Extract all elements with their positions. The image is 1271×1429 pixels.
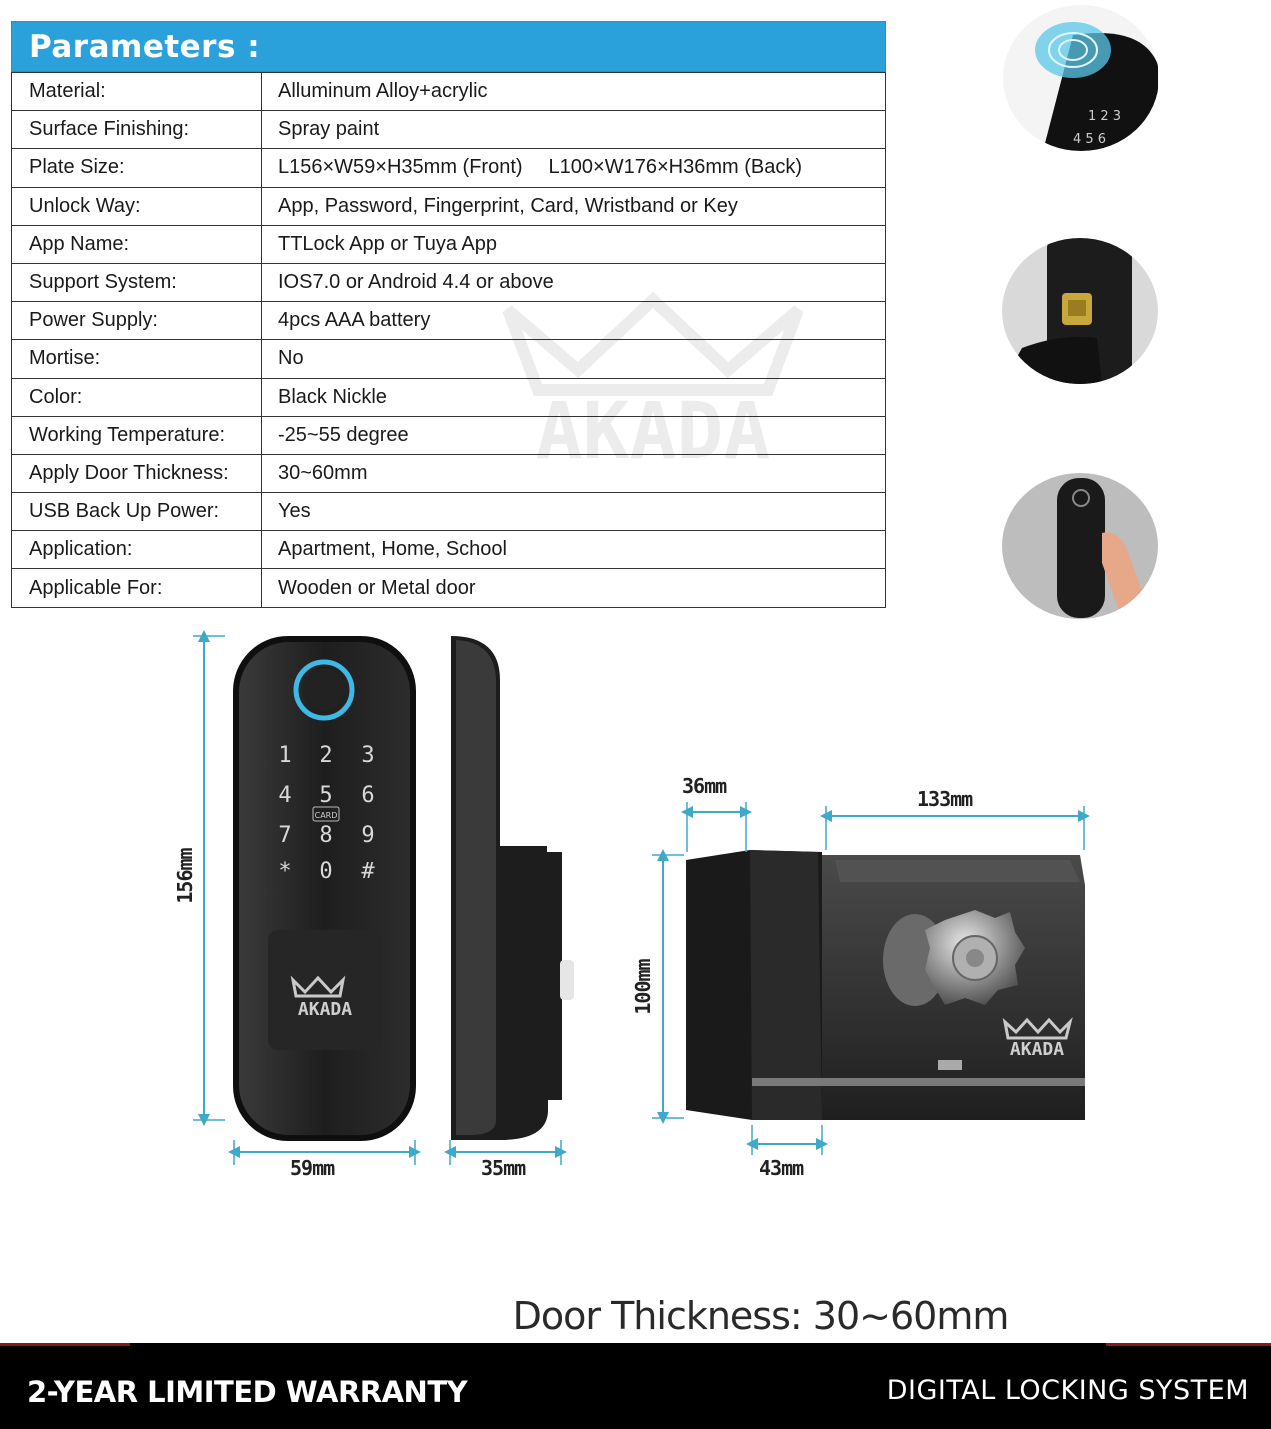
keypad-key: 2: [319, 743, 333, 768]
spec-value: [262, 187, 886, 225]
card-reader-label: CARD: [314, 811, 338, 820]
spec-label: Color:: [12, 378, 262, 416]
spec-value-text: -25~55 degree: [278, 423, 409, 446]
spec-label: App Name:: [12, 225, 262, 263]
spec-label: Applicable For:: [12, 569, 262, 607]
back-lock-box: [686, 850, 1085, 1120]
spec-value-text: Black Nickle: [278, 385, 387, 408]
footer-accent-right: [1106, 1343, 1271, 1346]
spec-value: [262, 73, 886, 111]
door-thickness-heading: [0, 1294, 1271, 1338]
system-text: DIGITAL LOCKING SYSTEM: [886, 1375, 1249, 1406]
spec-label: Application:: [12, 531, 262, 569]
spec-value-text: 30~60mm: [278, 461, 368, 484]
spec-label: Working Temperature:: [12, 416, 262, 454]
keypad-key: 5: [319, 783, 333, 808]
fingerprint-thumbnail: [1003, 5, 1159, 151]
spec-row: [12, 493, 886, 531]
keypad-key: 6: [361, 783, 375, 808]
spec-label: Mortise:: [12, 340, 262, 378]
spec-row: [12, 187, 886, 225]
spec-row: [12, 149, 886, 187]
spec-value-text: Alluminum Alloy+acrylic: [278, 80, 488, 103]
back-depth-label: 36mm: [682, 774, 727, 798]
spec-value-text: No: [278, 347, 304, 370]
keypad-key: 9: [361, 823, 375, 848]
front-height-label: 156mm: [173, 848, 197, 904]
front-brand-logo: AKADA: [297, 999, 353, 1020]
key-cylinder-thumbnail: [1002, 238, 1158, 384]
spec-label: Surface Finishing:: [12, 111, 262, 149]
spec-value-text: App, Password, Fingerprint, Card, Wristband or Key: [278, 194, 738, 217]
spec-label: Support System:: [12, 263, 262, 301]
spec-value-text: 4pcs AAA battery: [278, 309, 431, 332]
svg-text:4 5 6: 4 5 6: [1073, 132, 1107, 147]
spec-value-text: Wooden or Metal door: [278, 576, 476, 599]
spec-row: [12, 569, 886, 607]
spec-row: [12, 73, 886, 111]
keypad-key: 1: [278, 743, 292, 768]
footer-bar: [0, 1343, 1271, 1429]
spec-value-text: IOS7.0 or Android 4.4 or above: [278, 271, 554, 294]
keypad-key: *: [278, 859, 292, 884]
spec-value: [262, 111, 886, 149]
keypad-key: 7: [278, 823, 292, 848]
spec-label: Unlock Way:: [12, 187, 262, 225]
finger-touch-image: [1002, 473, 1158, 619]
door-thickness-text: Door Thickness: 30~60mm: [512, 1294, 1009, 1338]
keypad-key: 8: [319, 823, 333, 848]
spec-value: [262, 493, 886, 531]
spec-value-text: Spray paint: [278, 118, 380, 141]
spec-value-text-secondary: L100×W176×H36mm (Back): [548, 156, 802, 179]
watermark-text: AKADA: [535, 387, 771, 470]
spec-row: [12, 111, 886, 149]
warranty-text: 2-YEAR LIMITED WARRANTY: [27, 1375, 468, 1409]
keypad-key: 3: [361, 743, 375, 768]
spec-value-text: Apartment, Home, School: [278, 538, 507, 561]
keypad-key: #: [361, 859, 375, 884]
spec-label: Apply Door Thickness:: [12, 454, 262, 492]
front-width-label: 59mm: [290, 1156, 335, 1180]
spec-value: [262, 225, 886, 263]
spec-label: Material:: [12, 73, 262, 111]
svg-text:1 2 3: 1 2 3: [1088, 109, 1122, 124]
spec-value-text: L156×W59×H35mm (Front): [278, 156, 523, 179]
spec-label: USB Back Up Power:: [12, 493, 262, 531]
side-depth-label: 35mm: [481, 1156, 526, 1180]
spec-label: Power Supply:: [12, 302, 262, 340]
keypad-key: 4: [278, 783, 292, 808]
spec-value: [262, 569, 886, 607]
spec-label: Plate Size:: [12, 149, 262, 187]
spec-value: [262, 531, 886, 569]
back-width-label: 133mm: [917, 787, 973, 811]
finger-touch-thumbnail: [1002, 473, 1158, 619]
back-height-label: 100mm: [631, 959, 655, 1015]
akada-watermark-logo: [498, 290, 808, 470]
side-profile: [451, 636, 574, 1140]
back-brand-logo: AKADA: [1009, 1039, 1065, 1060]
back-cylinder-label: 43mm: [759, 1156, 804, 1180]
spec-value-text: Yes: [278, 500, 311, 523]
key-cylinder-image: [1002, 238, 1158, 384]
spec-row: [12, 225, 886, 263]
front-panel: [233, 636, 416, 1141]
spec-value-text: TTLock App or Tuya App: [278, 232, 498, 255]
spec-row: [12, 531, 886, 569]
parameters-title: Parameters :: [11, 21, 886, 72]
fingerprint-scan-image: [1003, 5, 1159, 151]
spec-value: [262, 149, 886, 187]
footer-accent-left: [0, 1343, 130, 1346]
keypad-key: 0: [319, 859, 333, 884]
